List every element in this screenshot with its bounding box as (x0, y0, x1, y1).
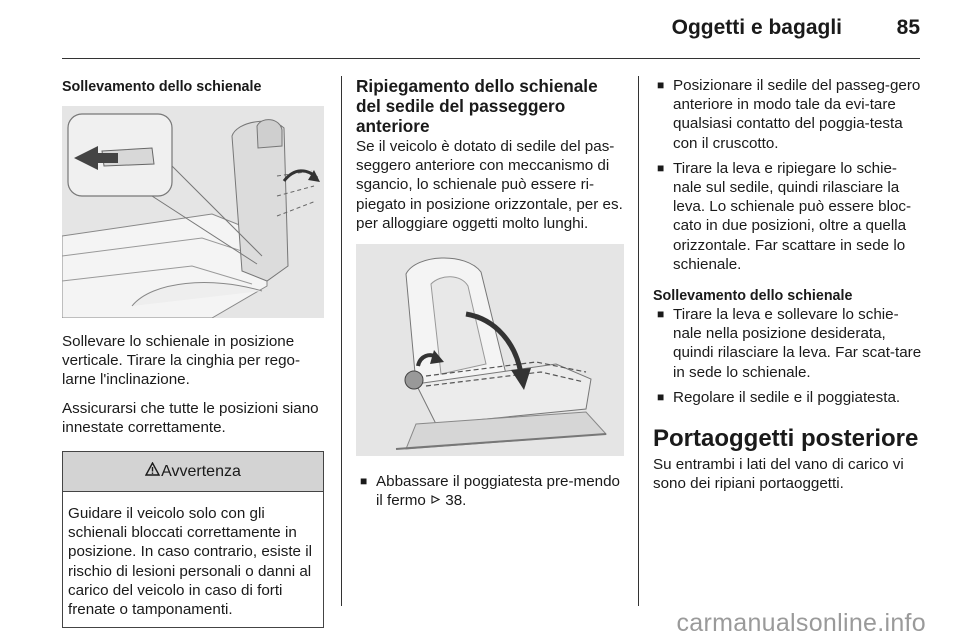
front-seat-illustration (356, 244, 624, 456)
section-paragraph: Su entrambi i lati del vano di carico vi sono dei ripiani portaoggetti. (653, 456, 904, 493)
rear-seat-illustration (62, 106, 324, 318)
list-item: ■ Posizionare il sedile del passeg-gero anteriore in modo tale da evi-tare qualsiasi contatto del poggia-testa con il cruscotto. (657, 77, 921, 152)
left-column (62, 76, 324, 628)
list-item: ■ Tirare la leva e ripiegare lo schie-nale sul sedile, quindi rilasciare la leva. Lo schienale può essere bloc-cato in due posizioni, oltre a quella orizzontale. Far scattare in sede lo schienale. (657, 159, 912, 273)
section-subheading: Sollevamento dello schienale (653, 288, 853, 305)
intro-paragraph: Se il veicolo è dotato di sedile del pas-seggero anteriore con meccanismo di sgancio, lo schienale può essere ri-piegato in posizione orizzontale, per es. per alloggiare oggetti molto lunghi. (356, 138, 623, 232)
section-heading: Ripiegamento dello schienale del sedile del passeggero anteriore (356, 76, 598, 136)
section-subheading: Sollevamento dello schienale (62, 79, 262, 95)
bullet-text: Tirare la leva e sollevare lo schie-nale nella posizione desiderata, quindi rilasciare la leva. Far scat-tare in sede lo schienale. (673, 306, 922, 381)
warning-triangle-icon (145, 462, 160, 481)
bullet-text: Posizionare il sedile del passeg-gero anteriore in modo tale da evi-tare qualsiasi contatto del poggia-testa con il cruscotto. (673, 77, 921, 152)
front-seat-drawing (356, 244, 624, 456)
middle-column (356, 76, 624, 510)
list-item: ■ Abbassare il poggiatesta pre-mendo il fermo 38. (360, 473, 620, 510)
page-reference[interactable]: 38. (445, 492, 467, 510)
bullet-text: Abbassare il poggiatesta pre-mendo il fermo (376, 473, 620, 510)
warning-box (62, 451, 324, 628)
warning-text: Guidare il veicolo solo con gli schienali bloccati correttamente in posizione. In caso contrario, esiste il rischio di lesioni personali o danni al carico del veicolo in caso di forti frenate o tamponamenti. (68, 505, 312, 619)
instruction-paragraph: Assicurarsi che tutte le posizioni siano innestate correttamente. (62, 399, 319, 436)
warning-title: Avvertenza (161, 462, 241, 480)
page-number: 85 (896, 16, 920, 39)
page-reference-arrow-icon (430, 492, 445, 509)
bullet-text: Regolare il sedile e il poggiatesta. (673, 388, 901, 406)
warning-header (63, 452, 323, 492)
list-item: ■ Regolare il sedile e il poggiatesta. (657, 388, 901, 406)
section-heading: Portaoggetti posteriore (653, 425, 919, 453)
instruction-list (653, 305, 925, 407)
right-column (653, 76, 925, 493)
bullet-text: Tirare la leva e ripiegare lo schie-nale sul sedile, quindi rilasciare la leva. Lo schienale può essere bloc-cato in due posizioni, oltre a quella orizzontale. Far scattare in sede lo schienale. (673, 159, 912, 273)
instruction-list (653, 76, 925, 274)
list-item: ■ Tirare la leva e sollevare lo schie-nale nella posizione desiderata, quindi rilasciare la leva. Far scat-tare in sede lo schienale. (657, 306, 922, 381)
column-divider (341, 76, 342, 606)
instruction-paragraph: Sollevare lo schienale in posizione verticale. Tirare la cinghia per rego-larne l'inclinazione. (62, 333, 301, 389)
header-rule (62, 58, 920, 59)
rear-seat-drawing (62, 106, 324, 318)
column-divider (638, 76, 639, 606)
header-title: Oggetti e bagagli (671, 16, 842, 39)
instruction-list (356, 472, 624, 510)
watermark: carmanualsonline.info (676, 609, 926, 637)
